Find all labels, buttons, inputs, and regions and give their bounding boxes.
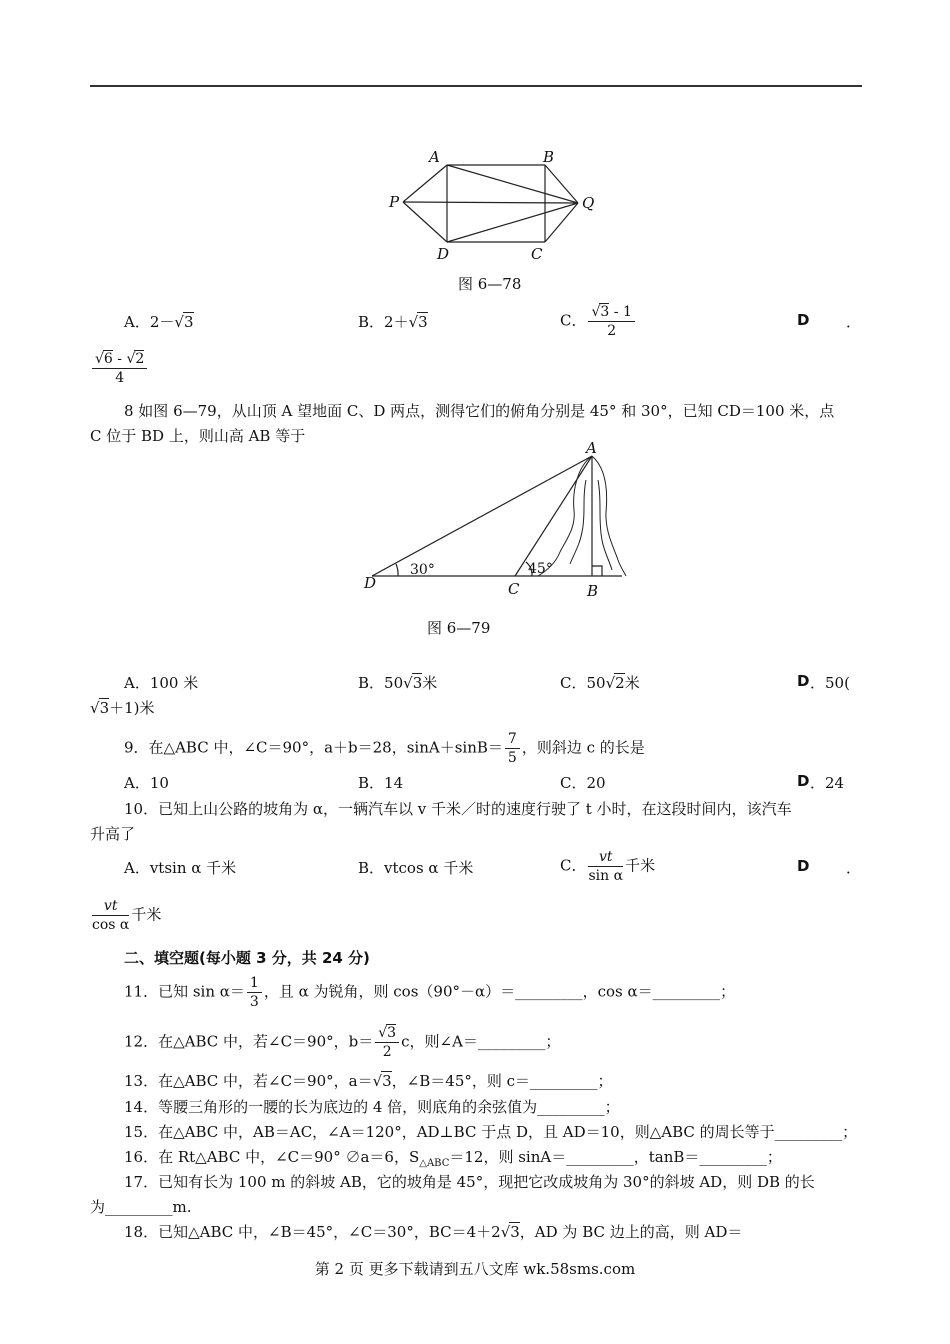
top-rule: [90, 85, 862, 87]
q10-option-d-value: $\frac{vt}{\text{cos α}}$ 千米: [92, 898, 162, 933]
q8-option-d-label: D: [797, 672, 810, 690]
q9-stem: 9．在△ABC 中，∠C＝90°，a＋b＝28，sinA＋sinB＝ $\frac{7}{5}$ ，则斜边 c 的长是: [124, 731, 645, 766]
q17-line-2: 为_________m.: [90, 1198, 192, 1216]
fig79-angle-45: 45°: [528, 561, 553, 577]
fig79-label-d: D: [364, 574, 377, 592]
fig78-edge-dq: [447, 203, 578, 242]
q11: 11．已知 sin α＝ $\frac{1}{3}$ ，且 α 为锐角，则 cos（90°－α）＝_________，cos α＝_________；: [124, 975, 736, 1010]
figure-6-79: [360, 440, 640, 605]
q10-line-2: 升高了: [90, 825, 136, 843]
q13: 13．在△ABC 中，若∠C＝90°，a＝√3，∠B＝45°，则 c＝_________；: [124, 1072, 613, 1090]
q17-line-1: 17．已知有长为 100 m 的斜坡 AB，它的坡角是 45°，现把它改成坡角为 30°的斜坡 AD，则 DB 的长: [124, 1173, 815, 1191]
section-2-heading: 二、填空题(每小题 3 分，共 24 分): [124, 949, 370, 967]
fig79-angle-30: 30°: [410, 562, 435, 578]
q14: 14．等腰三角形的一腰的长为底边的 4 倍，则底角的余弦值为_________；: [124, 1098, 620, 1116]
fig78-edge-pq: [403, 202, 578, 203]
fig79-right-angle: [592, 566, 602, 576]
q12: 12．在△ABC 中，若∠C＝90°，b＝ $\frac{√3}{2}$ c，则∠A＝_________；: [124, 1025, 561, 1060]
q8-option-d-cont: √3＋1)米: [90, 699, 155, 717]
fig79-line-da: [372, 456, 592, 576]
fig78-label-b: B: [543, 148, 555, 166]
fig78-label-a: A: [429, 148, 440, 166]
fig78-caption: 图 6—78: [458, 275, 522, 293]
q8-option-a: A．100 米: [124, 674, 199, 692]
q9-option-d-label: D: [797, 772, 810, 790]
q9-option-a: A．10: [124, 774, 169, 792]
q9-option-d-text: ．24: [810, 774, 845, 792]
q10-option-d-dot: ．: [846, 859, 862, 877]
fig78-edge-pa: [403, 165, 447, 202]
fig79-label-a: A: [586, 440, 597, 457]
q8-option-b: B．50√3米: [358, 674, 438, 692]
q7-option-d-label: D: [797, 311, 810, 329]
q15: 15．在△ABC 中，AB＝AC，∠A＝120°，AD⊥BC 于点 D，且 AD＝10，则△ABC 的周长等于_________；: [124, 1123, 858, 1141]
q10-option-a: A．vtsin α 千米: [124, 859, 237, 877]
q7-option-b: B．2＋√3: [358, 313, 428, 331]
q8-line-1: 8 如图 6—79，从山顶 A 望地面 C、D 两点，测得它们的俯角分别是 45° 和 30°，已知 CD＝100 米，点: [124, 402, 835, 420]
fig78-label-p: P: [389, 193, 400, 211]
q10-option-d-label: D: [797, 857, 810, 875]
q9-option-b: B．14: [358, 774, 404, 792]
q8-option-d-text: ．50(: [810, 674, 850, 692]
fig79-line-ca: [515, 456, 592, 576]
fig78-edge-bq: [545, 165, 578, 203]
q7-option-a: A．2－√3: [124, 313, 194, 331]
fig78-label-q: Q: [582, 194, 595, 212]
figure-6-78: [385, 145, 605, 270]
fig78-label-d: D: [437, 245, 450, 263]
fig78-edge-cq: [545, 203, 578, 242]
q7-option-d-dot: ．: [846, 313, 862, 331]
q10-line-1: 10．已知上山公路的坡角为 α，一辆汽车以 v 千米／时的速度行驶了 t 小时，在这段时间内，该汽车: [124, 800, 792, 818]
fig79-mountain: [538, 456, 626, 576]
q18: 18．已知△ABC 中，∠B＝45°，∠C＝30°，BC＝4＋2√3，AD 为 BC 边上的高，则 AD＝: [124, 1223, 743, 1241]
fig79-caption: 图 6—79: [427, 619, 491, 637]
fig78-edge-aq: [447, 165, 578, 203]
q10-option-c: C． $\frac{vt}{\text{sin α}}$ 千米: [560, 849, 656, 884]
q7-option-d-value: $\frac{√6 - √2}{4}$: [90, 350, 149, 387]
fig79-label-c: C: [508, 580, 520, 598]
q16: 16．在 Rt△ABC 中，∠C＝90° ∅a＝6，$S_{\triangle ABC}=12$，则 sinA＝_________，tanB＝_________；: [124, 1148, 782, 1169]
fig78-edge-pd: [403, 202, 447, 242]
q8-line-2: C 位于 BD 上，则山高 AB 等于: [90, 427, 306, 445]
page-footer: 第 2 页 更多下载请到五八文库 wk.58sms.com: [314, 1260, 636, 1278]
q10-option-b: B．vtcos α 千米: [358, 859, 474, 877]
q9-option-c: C．20: [560, 774, 606, 792]
fig79-arc-30: [396, 564, 398, 576]
q7-option-c: C． $\frac{√3 - 1}{2}$: [560, 303, 637, 340]
fig79-label-b: B: [587, 582, 599, 600]
q8-option-c: C．50√2米: [560, 674, 640, 692]
fig78-label-c: C: [531, 245, 543, 263]
